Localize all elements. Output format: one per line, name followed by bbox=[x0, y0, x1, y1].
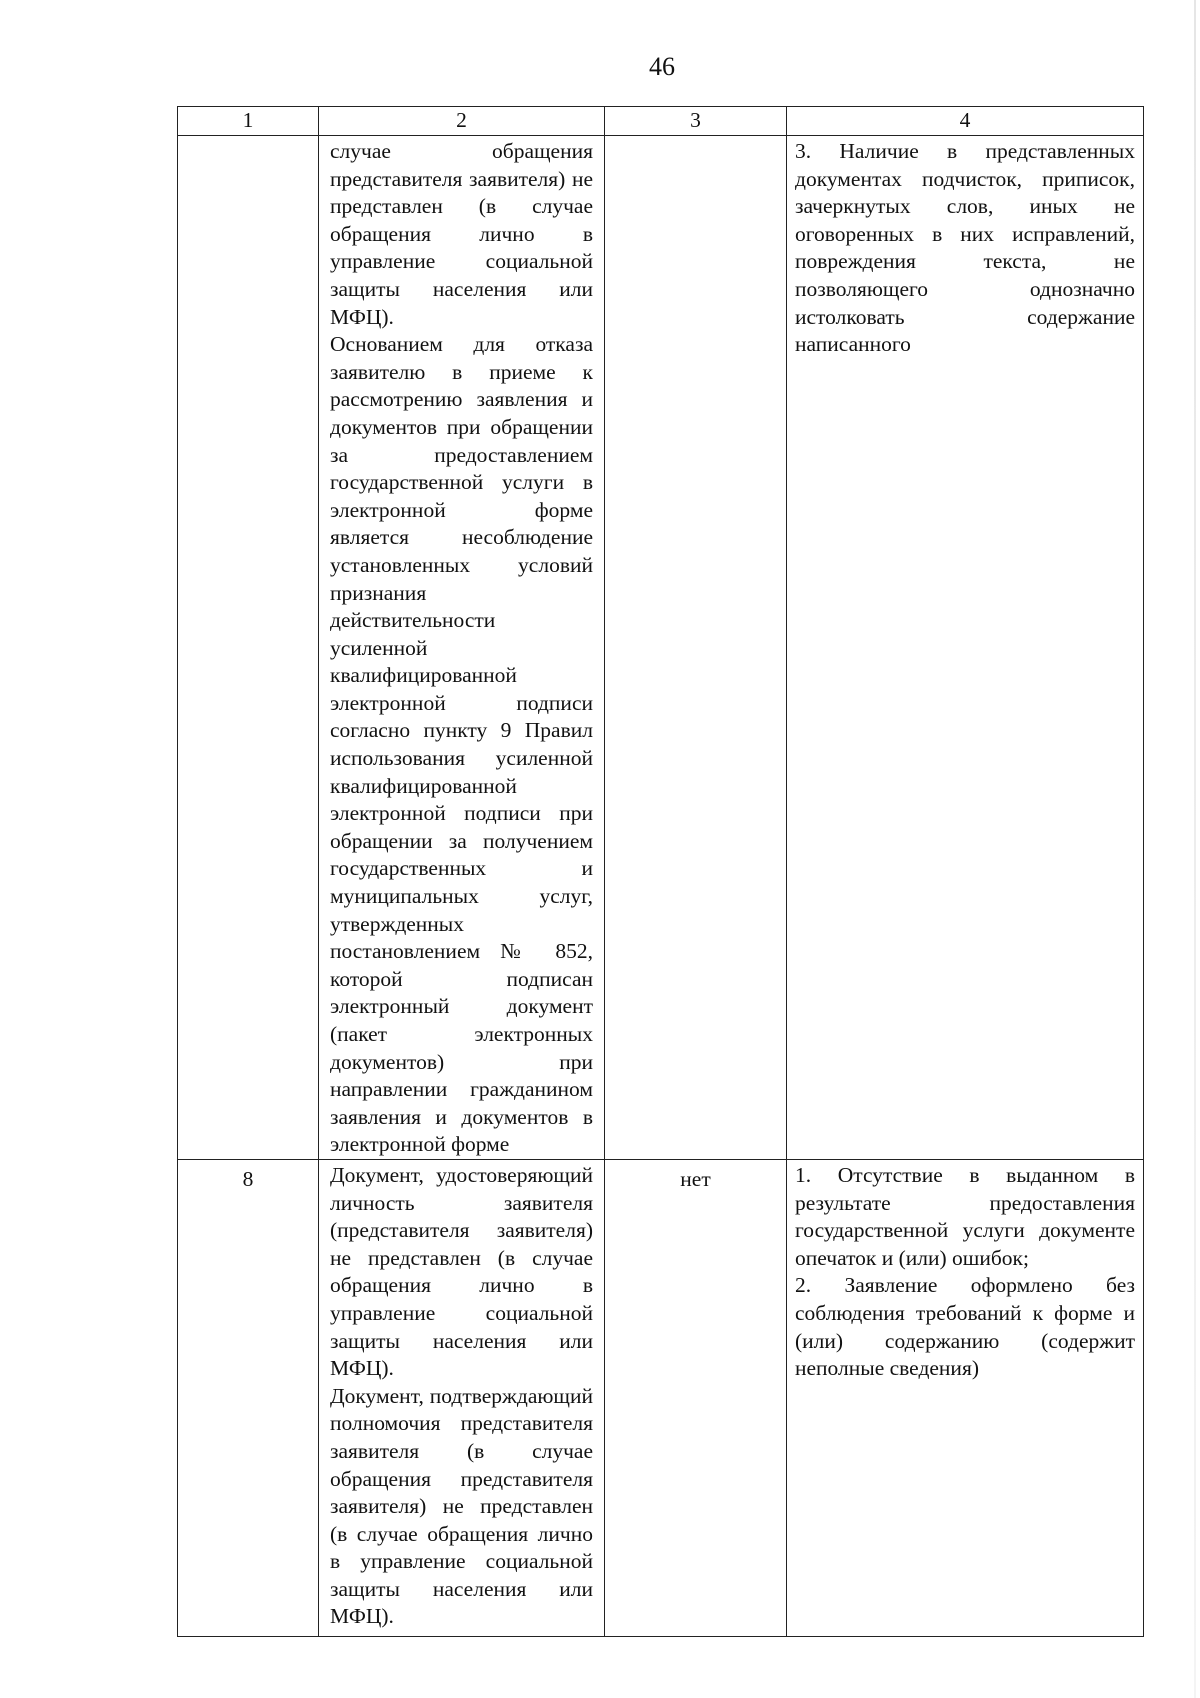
page-number: 46 bbox=[649, 52, 675, 81]
paragraph: Основанием для отказа заявителю в приеме к рассмотрению заявления и документов при обращении за предоставлением государственной услуги в электронной форме является несоблюдение установленных условий признания действительности усиленной квалифицированной электронной подписи согласно пункту 9 Правил использования усиленной квалифицированной электронной подписи при обращении за получением государственных и муниципальных услуг, утвержденных постановлением № 852, которой подписан электронный документ (пакет электронных документов) при направлении гражданином заявления и документов в электронной форме bbox=[330, 332, 593, 1157]
paragraph: Документ, удостоверяющий личность заявителя (представителя заявителя) не представлен (в случае обращения лично в управление социальной защиты населения или МФЦ). bbox=[330, 1162, 593, 1381]
column-header: 4 bbox=[787, 107, 1144, 136]
grounds-cell bbox=[319, 136, 605, 1160]
paragraph: 1. Отсутствие в выданном в результате предоставления государственной услуги документе опечаток и (или) ошибок; bbox=[795, 1162, 1135, 1270]
table-row bbox=[178, 136, 1144, 1160]
value-cell bbox=[605, 136, 787, 1160]
column-header: 3 bbox=[605, 107, 787, 136]
scan-edge bbox=[1194, 0, 1196, 1698]
conditions-cell bbox=[787, 1159, 1144, 1636]
row-number-cell bbox=[178, 136, 319, 1160]
row-number-cell: 8 bbox=[178, 1159, 319, 1636]
grounds-cell bbox=[319, 1159, 605, 1636]
column-header: 2 bbox=[319, 107, 605, 136]
requirements-table bbox=[177, 106, 1144, 1637]
conditions-cell bbox=[787, 136, 1144, 1160]
paragraph: 3. Наличие в представленных документах подчисток, приписок, зачеркнутых слов, иных не оговоренных в них исправлений, повреждения текста, не позволяющего однозначно истолковать содержание написанного bbox=[795, 139, 1135, 357]
column-header: 1 bbox=[178, 107, 319, 136]
paragraph: 2. Заявление оформлено без соблюдения требований к форме и (или) содержанию (содержит неполные сведения) bbox=[795, 1273, 1135, 1381]
paragraph: случае обращения представителя заявителя) не представлен (в случае обращения лично в управление социальной защиты населения или МФЦ). bbox=[330, 139, 593, 329]
value-cell: нет bbox=[605, 1159, 787, 1636]
table-row bbox=[178, 1159, 1144, 1636]
paragraph: Документ, подтверждающий полномочия представителя заявителя (в случае обращения представителя заявителя) не представлен (в случае обращения лично в управление социальной защиты населения или МФЦ). bbox=[330, 1383, 593, 1629]
table-header-row bbox=[178, 107, 1144, 136]
